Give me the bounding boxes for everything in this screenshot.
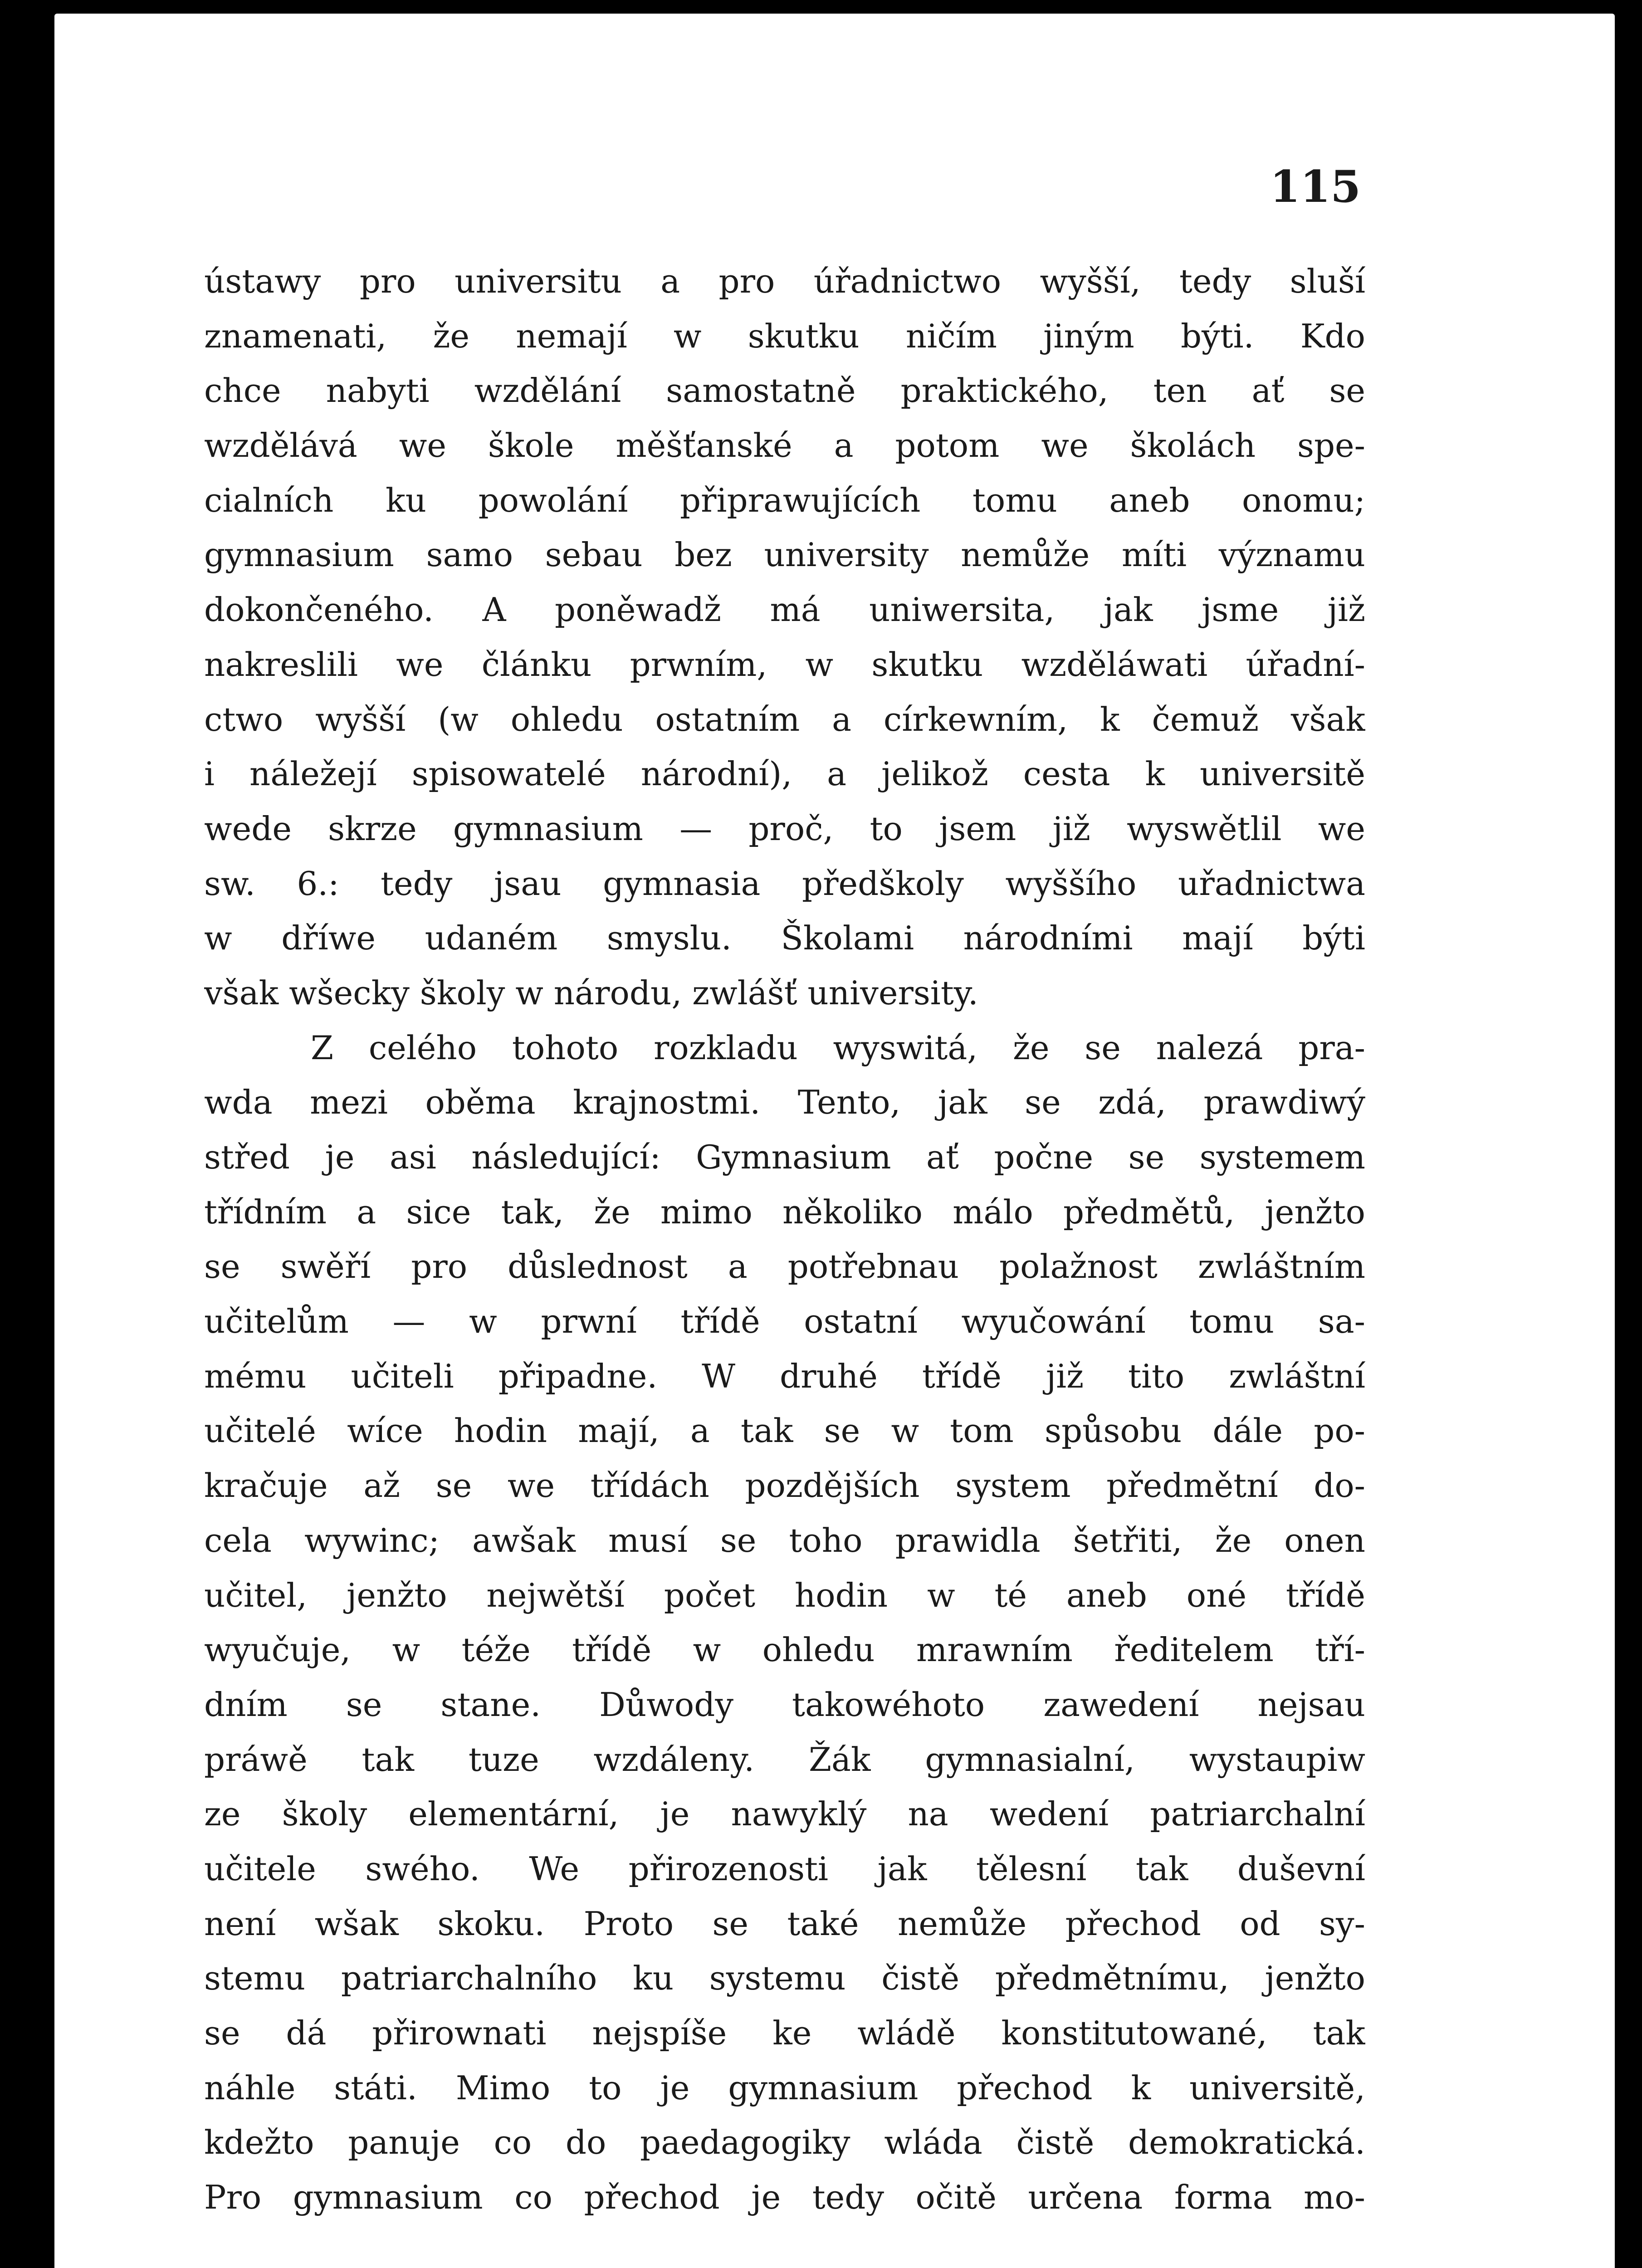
text-line: wyučuje, w téže třídě w ohledu mrawním ředitelem tří- bbox=[204, 1631, 1365, 1669]
text-line: kdežto panuje co do paedagogiky wláda čistě demokratická. bbox=[204, 2123, 1365, 2162]
text-line: střed je asi následující: Gymnasium ať počne se systemem bbox=[204, 1138, 1365, 1176]
text-line: učitele swého. We přirozenosti jak tělesní tak duševní bbox=[204, 1849, 1365, 1888]
text-line: učitelům — w prwní třídě ostatní wyučowání tomu sa- bbox=[204, 1302, 1365, 1341]
text-line: chce nabyti wzdělání samostatně praktického, ten ať se bbox=[204, 371, 1365, 410]
text-line: cela wywinc; awšak musí se toho prawidla šetřiti, že onen bbox=[204, 1521, 1365, 1559]
text-line: kračuje až se we třídách pozdějších system předmětní do- bbox=[204, 1466, 1365, 1505]
text-line: se dá přirownati nejspíše ke wládě konstitutowané, tak bbox=[204, 2014, 1365, 2052]
text-line: není wšak skoku. Proto se také nemůže přechod od sy- bbox=[204, 1904, 1365, 1943]
text-line: třídním a sice tak, že mimo několiko málo předmětů, jenžto bbox=[204, 1193, 1365, 1231]
text-line: znamenati, že nemají w skutku ničím jiným býti. Kdo bbox=[204, 317, 1365, 355]
text-line: Pro gymnasium co přechod je tedy očitě určena forma mo- bbox=[204, 2178, 1365, 2217]
text-line: mému učiteli připadne. W druhé třídě již tito zwláštní bbox=[204, 1357, 1365, 1395]
text-line: se swěří pro důslednost a potřebnau polažnost zwláštním bbox=[204, 1247, 1365, 1286]
body-text bbox=[204, 254, 1365, 2225]
page-number: 115 bbox=[1270, 161, 1361, 212]
text-line: dokončeného. A poněwadž má uniwersita, jak jsme již bbox=[204, 591, 1365, 629]
text-line: wede skrze gymnasium — proč, to jsem již wyswětlil we bbox=[204, 809, 1365, 848]
text-line: stemu patriarchalního ku systemu čistě předmětnímu, jenžto bbox=[204, 1959, 1365, 1998]
text-line: ze školy elementární, je nawyklý na wedení patriarchalní bbox=[204, 1795, 1365, 1833]
paragraph-end-line: však wšecky školy w národu, zwlášť university. bbox=[204, 973, 978, 1012]
text-line: učitel, jenžto nejwětší počet hodin w té aneb oné třídě bbox=[204, 1576, 1365, 1614]
text-line: ústawy pro universitu a pro úřadnictwo wyšší, tedy sluší bbox=[204, 262, 1365, 300]
text-line: i náležejí spisowatelé národní), a jelikož cesta k universitě bbox=[204, 755, 1365, 793]
text-line: wda mezi oběma krajnostmi. Tento, jak se zdá, prawdiwý bbox=[204, 1083, 1365, 1122]
text-line: sw. 6.: tedy jsau gymnasia předškoly wyššího uřadnictwa bbox=[204, 864, 1365, 903]
paragraph-start-line: Z celého tohoto rozkladu wyswitá, že se nalezá pra- bbox=[311, 1028, 1365, 1067]
text-line: cialních ku powolání připrawujících tomu aneb onomu; bbox=[204, 481, 1365, 519]
text-line: práwě tak tuze wzdáleny. Žák gymnasialní, wystaupiw bbox=[204, 1740, 1365, 1779]
text-line: náhle státi. Mimo to je gymnasium přechod k universitě, bbox=[204, 2068, 1365, 2107]
text-line: gymnasium samo sebau bez university nemůže míti významu bbox=[204, 536, 1365, 574]
text-line: ctwo wyšší (w ohledu ostatním a církewním, k čemuž však bbox=[204, 700, 1365, 738]
text-line: nakreslili we článku prwním, w skutku wzděláwati úřadní- bbox=[204, 645, 1365, 684]
text-line: dním se stane. Důwody takowéhoto zawedení nejsau bbox=[204, 1685, 1365, 1724]
text-line: w dříwe udaném smyslu. Školami národními mají býti bbox=[204, 919, 1365, 958]
text-line: učitelé wíce hodin mají, a tak se w tom spůsobu dále po- bbox=[204, 1412, 1365, 1450]
text-line: wzdělává we škole měšťanské a potom we školách spe- bbox=[204, 426, 1365, 465]
